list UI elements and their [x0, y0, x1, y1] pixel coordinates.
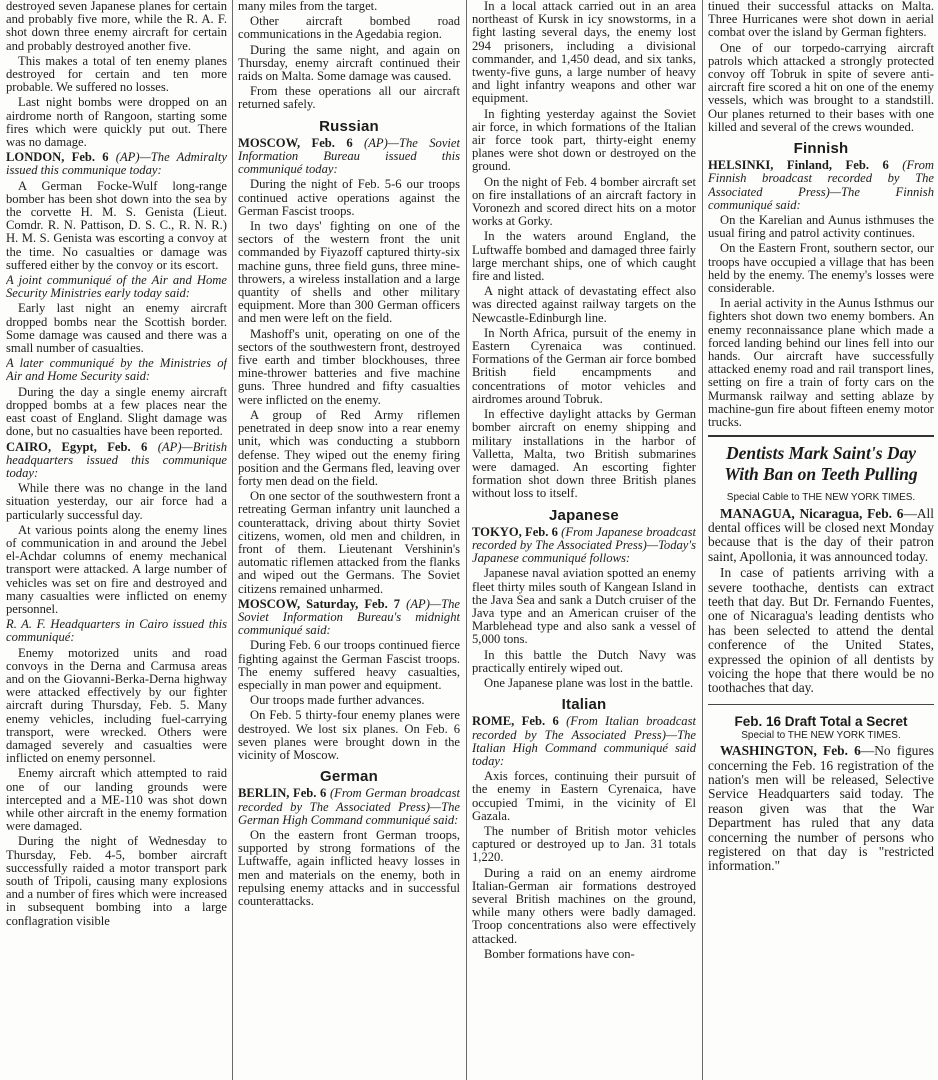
paragraph: During Feb. 6 our troops continued fierce fighting against the German Fascist troops. The enemy suffered heavy casualties, especially in man power and equipment.: [238, 638, 460, 692]
paragraph: During the same night, and again on Thursday, enemy aircraft continued their raids on Malta. Some damage was caused.: [238, 42, 460, 84]
dateline-place: LONDON, Feb. 6: [6, 150, 109, 165]
dateline-text: (AP)—The Admiralty issued this communique today:: [6, 150, 227, 178]
dentists-article: [708, 435, 934, 874]
italic-intro: A later communiqué by the Ministries of Air and Home Security said:: [6, 356, 227, 384]
paragraph: In two days' fighting on one of the sectors of the western front the unit commanded by Fiyazoff captured thirty-six machine guns, three field guns, three mine-throwers, a wireless installation and a large quantity of shells and other military equipment. More than 300 German officers and men were left on the field.: [238, 219, 460, 326]
column-divider: [702, 0, 703, 1080]
dateline-place: MOSCOW, Feb. 6: [238, 135, 353, 150]
paragraph: In aerial activity in the Aunus Isthmus our fighters shot down two enemy bombers. An enemy reconnaissance plane which made a forced landing behind our lines fell into our hands. Our aircraft have successfully attacked enemy road and rail transport lines, setting on fire a train of forty cars on the Murmansk railway and setting ablaze by machine-gun fire about fifteen enemy motor trucks.: [708, 296, 934, 430]
dateline-text: (From Finnish broadcast recorded by The Associated Press)—The Finnish communiqué said:: [708, 158, 934, 212]
dateline: [708, 744, 934, 874]
paragraph: While there was no change in the land situation yesterday, our air force had a particularly successful day.: [6, 481, 227, 522]
paragraph: On the Eastern Front, southern sector, our troops have occupied a village that has been held by the enemy. The enemy's losses were considerable.: [708, 241, 934, 296]
dateline-place: WASHINGTON, Feb. 6: [720, 743, 861, 759]
paragraph: One of our torpedo-carrying aircraft patrols which attacked a strongly protected convoy off Tobruk in spite of severe anti-aircraft fire scored a hit on one of the enemy vessels, which was brought to a standstill. Our planes returned to their bases with one killed and several of the crews wounded.: [708, 40, 934, 134]
dateline: [238, 598, 460, 638]
column-2: [238, 0, 460, 1080]
column-1: [6, 0, 227, 1080]
paragraph: In North Africa, pursuit of the enemy in Eastern Cyrenaica was continued. Formations of the German air force bombed British field encampments and concentrations of motor vehicles and airdromes around Tobruk.: [472, 325, 696, 406]
paragraph: The number of British motor vehicles captured or destroyed up to Jan. 31 totals 1,220.: [472, 823, 696, 865]
credit-line: Special Cable to THE NEW YORK TIMES.: [726, 492, 916, 504]
dateline-place: CAIRO, Egypt, Feb. 6: [6, 439, 148, 454]
paragraph: Our troops made further advances.: [250, 693, 425, 708]
headline-draft: Feb. 16 Draft Total a Secret: [734, 713, 908, 729]
paragraph: Bomber formations have con-: [484, 946, 635, 961]
dateline-place: TOKYO, Feb. 6: [472, 524, 558, 539]
section-heading-german: German: [320, 768, 378, 786]
paragraph: During the night of Wednesday to Thursday, Feb. 4-5, bomber aircraft successfully raided a motor transport park south of Tripoli, causing many explosions and a number of fires which were increased in subsequent bombing into a large conflagration visible: [6, 834, 227, 928]
paragraph: A night attack of devastating effect also was directed against railway targets on the Newcastle-Edinburgh line.: [472, 284, 696, 325]
dateline: [708, 159, 934, 212]
paragraph: destroyed seven Japanese planes for certain and probably five more, while the R. A. F. shot down three enemy aircraft for certain and probably destroyed another five.: [6, 0, 227, 53]
dateline-text: —All dental offices will be closed next Monday because that is the day of their patron saint, Apollonia, it was announced today.: [708, 505, 934, 564]
section-heading-russian: Russian: [319, 117, 379, 135]
dateline-place: MANAGUA, Nicaragua, Feb. 6: [720, 505, 904, 521]
dateline-place: ROME, Feb. 6: [472, 714, 559, 729]
article-divider: [708, 704, 934, 705]
paragraph: tinued their successful attacks on Malta. Three Hurricanes were shot down in aerial combat over the island by German fighters.: [708, 0, 934, 40]
headline-dentists: Dentists Mark Saint's Day With Ban on Teeth Pulling: [724, 443, 918, 485]
paragraph: Japanese naval aviation spotted an enemy fleet thirty miles south of Kangean Island in the Java Sea and sank a Dutch cruiser of the Java type and an American cruiser of the Marblehead type and also sank a vessel of 5,000 tons.: [472, 566, 696, 647]
paragraph: On the eastern front German troops, supported by strong formations of the Luftwaffe, again inflicted heavy losses in men and materials on the enemy, both in repulsing enemy attacks and in successful counterattacks.: [238, 827, 460, 908]
column-divider: [232, 0, 233, 1080]
article-body: [708, 744, 934, 874]
paragraph: During the day a single enemy aircraft dropped bombs at a few places near the east coast of England. Slight damage was done, but no casualties have been reported.: [6, 384, 227, 439]
column-4: [708, 0, 934, 1080]
credit-line: Special to THE NEW YORK TIMES.: [741, 729, 901, 741]
paragraph: In effective daylight attacks by German bomber aircraft on enemy shipping and military installations in the harbor of Valletta, Malta, two British submarines were damaged. An escorting fighter formation shot down three British planes without loss to itself.: [472, 407, 696, 501]
dateline-text: (AP)—British headquarters issued this communique today:: [6, 439, 227, 480]
paragraph: Other aircraft bombed road communications in the Agedabia region.: [238, 14, 460, 42]
paragraph: This makes a total of ten enemy planes destroyed for certain and ten more probable. We suffered no losses.: [6, 53, 227, 95]
paragraph: Enemy aircraft which attempted to raid one of our landing grounds were intercepted and a ME-110 was shot down while other aircraft in the enemy formation were damaged.: [6, 766, 227, 834]
italic-intro: R. A. F. Headquarters in Cairo issued this communiqué:: [6, 617, 227, 645]
dateline: [6, 441, 227, 481]
section-heading-finnish: Finnish: [793, 140, 849, 158]
dateline-place: BERLIN, Feb. 6: [238, 786, 327, 801]
italic-intro: A joint communiqué of the Air and Home Security Ministries early today said:: [6, 273, 227, 301]
paragraph: many miles from the target.: [238, 0, 378, 13]
paragraph: A German Focke-Wulf long-range bomber has been shot down into the sea by the corvette H. M. S. Genista (Lieut. Comdr. R. N. Pattison, D. S. C., R. N. R.) H. M. S. Genista was escorting a convoy at the time. No casualties or damage was suffered either by the convoy or its escort.: [6, 178, 227, 272]
column-divider: [466, 0, 467, 1080]
dateline: [472, 715, 696, 768]
article-body: [708, 507, 934, 696]
section-heading-japanese: Japanese: [549, 506, 619, 524]
paragraph: In this battle the Dutch Navy was practically entirely wiped out.: [472, 647, 696, 675]
dateline-text: (AP)—The Soviet Information Bureau issued this communiqué today:: [238, 135, 460, 177]
paragraph: During a raid on an enemy airdrome Italian-German air formations destroyed several British machines on the ground, while many others were badly damaged. Troop concentrations also were effectively attacked.: [472, 865, 696, 946]
dateline: [6, 151, 227, 177]
dateline-text: —No figures concerning the Feb. 16 registration of the nation's men will be released, Selective Service Headquarters said today. The reason given was that the War Department has ruled that any data concerning the number of persons who registered on that day is "restricted information.": [708, 743, 934, 874]
dateline-text: (From Italian broadcast recorded by The Associated Press)—The Italian High Command communiqué said today:: [472, 714, 696, 768]
paragraph: One Japanese plane was lost in the battle.: [484, 675, 694, 690]
paragraph: Early last night an enemy aircraft dropped bombs near the Scottish border. Some damage was caused and there was a small number of casualties.: [6, 301, 227, 356]
dateline-place: MOSCOW, Saturday, Feb. 7: [238, 596, 401, 611]
paragraph: At various points along the enemy lines of communication in and around the Jebel el-Achdar columns of enemy mechanical transport were attacked. A large number of vehicles was set on fire and destroyed and many casualties were inflicted on enemy personnel.: [6, 522, 227, 616]
dateline: [238, 787, 460, 827]
column-3: [472, 0, 696, 1080]
paragraph: A group of Red Army riflemen penetrated in deep snow into a rear enemy unit, which was conducting a stubborn defense. They wiped out the enemy firing position and the Germans fled, leaving over forty men dead on the field.: [238, 407, 460, 488]
paragraph: Axis forces, continuing their pursuit of the enemy in Eastern Cyrenaica, have occupied Tmimi, in the vicinity of El Gazala.: [472, 769, 696, 823]
paragraph: From these operations all our aircraft returned safely.: [238, 84, 460, 112]
section-heading-italian: Italian: [561, 696, 607, 714]
dateline: [708, 507, 934, 565]
paragraph: In the waters around England, the Luftwaffe bombed and damaged three fairly large merchant ships, one of which caught fire and listed.: [472, 229, 696, 284]
paragraph: Enemy motorized units and road convoys in the Derna and Carmusa areas and on the Giovanni-Berka-Derna highway were attacked effectively by our fighter aircraft during Thursday, Feb. 5. Many enemy vehicles, including fuel-carrying transport, were wrecked. Others were damaged severely and casualties were inflicted on enemy personnel.: [6, 645, 227, 766]
dateline-text: (From Japanese broadcast recorded by The Associated Press)—Today's Japanese communiqué follows:: [472, 524, 696, 566]
dateline-place: HELSINKI, Finland, Feb. 6: [708, 158, 889, 173]
paragraph: Mashoff's unit, operating on one of the sectors of the southwestern front, destroyed five earth and timber blockhouses, three mine-thrower batteries and five machine guns. Three hundred and fifty casualties were inflicted on the enemy.: [238, 326, 460, 407]
dateline-text: (AP)—The Soviet Information Bureau's midnight communiqué said:: [238, 596, 460, 638]
paragraph: On one sector of the southwestern front a retreating German infantry unit launched a counterattack, driving about thirty Soviet citizens, women, old men and children, in front of them. Lieutenant Vershinin's automatic riflemen attacked from the flanks and wiped out the Germans. The Soviet citizens remained unharmed.: [238, 489, 460, 596]
paragraph: On the Karelian and Aunus isthmuses the usual firing and patrol activity continues.: [708, 213, 934, 241]
paragraph: In fighting yesterday against the Soviet air force, in which formations of the Italian air force took part, thirty-eight enemy planes were shot down or destroyed on the ground.: [472, 106, 696, 174]
paragraph: Last night bombs were dropped on an airdrome north of Rangoon, starting some fires which were quickly put out. There was no damage.: [6, 95, 227, 150]
dateline: [238, 137, 460, 177]
paragraph: On Feb. 5 thirty-four enemy planes were destroyed. We lost six planes. On Feb. 6 seven planes were brought down in the vicinity of Moscow.: [238, 708, 460, 762]
paragraph: In a local attack carried out in an area northeast of Kursk in icy snowstorms, in a fight lasting several days, the enemy lost 294 prisoners, including a divisional commander, and 1,450 dead, and six tanks, twenty-five guns, a large number of heavy and light infantry weapons and other war equipment.: [472, 0, 696, 106]
dateline: [472, 526, 696, 566]
paragraph: On the night of Feb. 4 bomber aircraft set on fire installations of an aircraft factory in Voronezh and scored direct hits on a motor works at Gorky.: [472, 174, 696, 229]
dateline-text: (From German broadcast recorded by The Associated Press)—The German High Command communiqué said:: [238, 786, 460, 827]
paragraph: During the night of Feb. 5-6 our troops continued active operations against the German Fascist troops.: [238, 177, 460, 218]
paragraph: In case of patients arriving with a severe toothache, dentists can extract teeth that day. But Dr. Fernando Fuentes, one of Nicaragua's leading dentists who has been selected to attend the dental conference of the United States, expressed the opinion of all dentists by voicing the hope that there would be no toothaches that day.: [708, 565, 934, 696]
